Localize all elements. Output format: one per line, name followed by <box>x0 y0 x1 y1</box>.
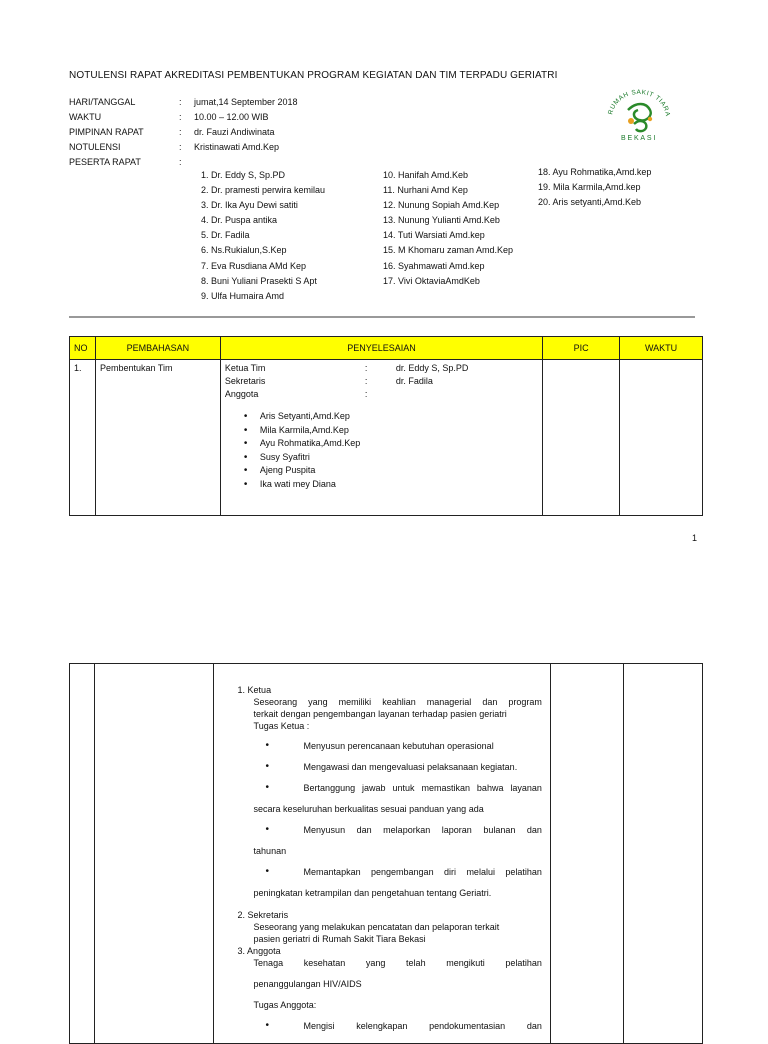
ketua-description: Seseorang yang memiliki keahlian managerial dan program terkait dengan pengembangan layanan terhadap pasien geriatri Tugas Ketua : • Menyusun perencanaan kebutuhan operasional • Mengawasi dan mengevaluasi pelaksanaan kegiatan. • Bertanggung jawab untuk memastikan bahwa layanan secara keseluruhan berkualitas sesuai panduan yang ada • Menyusun dan melaporkan laporan bulanan dan tahunan • Memantapkan pengembangan diri melalui pelatihan peningkatan ketrampilan dan pengetahuan tentang Geriatri. <box>253 697 542 898</box>
participant-item: 15. M Khomaru zaman Amd.Kep <box>383 245 514 256</box>
participants-col-3 <box>538 166 651 211</box>
minutes-table-continued <box>69 663 703 1044</box>
participant-item: 4. Dr. Puspa antika <box>201 215 278 226</box>
participants-col-2 <box>383 169 513 290</box>
anggota-description: Tenaga kesehatan yang telah mengikuti pelatihan penanggulangan HIV/AIDS Tugas Anggota: • Mengisi kelengkapan pendokumentasian dan <box>253 958 542 1031</box>
row-penyelesaian <box>213 664 550 1044</box>
tugas-ketua-item: • Bertanggung jawab untuk memastikan bahwa layanan <box>265 782 542 793</box>
header-pic: PIC <box>543 337 620 360</box>
list-item: • Aris Setyanti,Amd.Kep <box>260 410 538 424</box>
participant-item: 12. Nunung Sopiah Amd.Kep <box>383 200 500 211</box>
participant-item: 14. Tuti Warsiati Amd.kep <box>383 230 485 241</box>
header-no: NO <box>70 337 96 360</box>
participants-col-1 <box>201 169 325 305</box>
participant-item: 16. Syahmawati Amd.kep <box>383 260 485 271</box>
section-divider <box>69 316 695 318</box>
list-item: • Ajeng Puspita <box>260 464 538 478</box>
sekretaris-description: Seseorang yang melakukan pencatatan dan pelaporan terkait pasien geriatri di Rumah Sakit Tiara Bekasi <box>253 922 500 944</box>
participant-item: 10. Hanifah Amd.Keb <box>383 170 469 180</box>
list-item: • Ika wati mey Diana <box>260 478 538 492</box>
row-penyelesaian <box>220 360 542 516</box>
participant-item: 13. Nunung Yulianti Amd.Keb <box>383 215 500 226</box>
table-header-row <box>70 337 703 360</box>
row-no: 1. <box>70 360 96 516</box>
participant-item: 18. Ayu Rohmatika,Amd.kep <box>538 167 652 177</box>
minutes-table <box>69 336 703 516</box>
participant-item: 7. Eva Rusdiana AMd Kep <box>201 260 307 271</box>
svg-text:RUMAH SAKIT TIARA: RUMAH SAKIT TIARA <box>607 88 672 118</box>
role-ketua: Ketua Tim : dr. Eddy S, Sp.PD <box>224 363 469 373</box>
svg-text:BEKASI: BEKASI <box>621 135 658 142</box>
ketua-heading: 1. Ketua <box>237 685 272 695</box>
participant-item: 20. Aris setyanti,Amd.Keb <box>538 197 642 208</box>
list-item: • Susy Syafitri <box>260 451 538 465</box>
participant-item: 3. Dr. Ika Ayu Dewi satiti <box>201 200 298 211</box>
tugas-ketua-item: • Menyusun dan melaporkan laporan bulanan dan <box>265 824 542 835</box>
page-number: 1 <box>692 533 698 543</box>
document-title: NOTULENSI RAPAT AKREDITASI PEMBENTUKAN PROGRAM KEGIATAN DAN TIM TERPADU GERIATRI <box>69 70 558 81</box>
row-pembahasan <box>95 664 214 1044</box>
role-anggota: Anggota : <box>224 389 368 399</box>
participant-item: 1. Dr. Eddy S, Sp.PD <box>201 170 286 180</box>
anggota-heading: 3. Anggota <box>237 946 281 956</box>
logo-emblem-icon <box>606 88 672 144</box>
participant-item: 6. Ns.Rukialun,S.Kep <box>201 245 287 256</box>
header-penyelesaian: PENYELESAIAN <box>220 337 542 360</box>
participant-item: 8. Buni Yuliani Prasekti S Apt <box>201 275 317 286</box>
participant-item: 11. Nurhani Amd Kep <box>383 185 468 196</box>
sekretaris-heading: 2. Sekretaris <box>237 910 289 920</box>
member-list <box>225 410 538 491</box>
row-pic <box>543 360 620 516</box>
participant-item: 17. Vivi OktaviaAmdKeb <box>383 275 480 286</box>
participant-item: 5. Dr. Fadila <box>201 230 250 241</box>
tugas-ketua-item: • Menyusun perencanaan kebutuhan operasional <box>265 740 494 751</box>
role-sekretaris: Sekretaris : dr. Fadila <box>224 376 433 386</box>
header-pembahasan: PEMBAHASAN <box>95 337 220 360</box>
list-item: • Ayu Rohmatika,Amd.Kep <box>260 437 538 451</box>
participant-item: 19. Mila Karmila,Amd.kep <box>538 182 641 193</box>
header-waktu: WAKTU <box>620 337 703 360</box>
list-item: • Mila Karmila,Amd.Kep <box>260 424 538 438</box>
table-row <box>70 664 703 1044</box>
tugas-ketua-item: • Mengawasi dan mengevaluasi pelaksanaan kegiatan. <box>265 761 518 772</box>
row-waktu <box>624 664 703 1044</box>
row-no <box>70 664 95 1044</box>
table-row <box>70 360 703 516</box>
participant-item: 2. Dr. pramesti perwira kemilau <box>201 185 326 196</box>
row-pic <box>550 664 623 1044</box>
tugas-ketua-item: • Memantapkan pengembangan diri melalui pelatihan <box>265 866 542 877</box>
row-pembahasan: Pembentukan Tim <box>95 360 220 516</box>
hospital-logo <box>606 88 672 144</box>
participant-item: 9. Ulfa Humaira Amd <box>201 290 285 301</box>
row-waktu <box>620 360 703 516</box>
tugas-anggota-item: • Mengisi kelengkapan pendokumentasian dan <box>265 1020 542 1031</box>
